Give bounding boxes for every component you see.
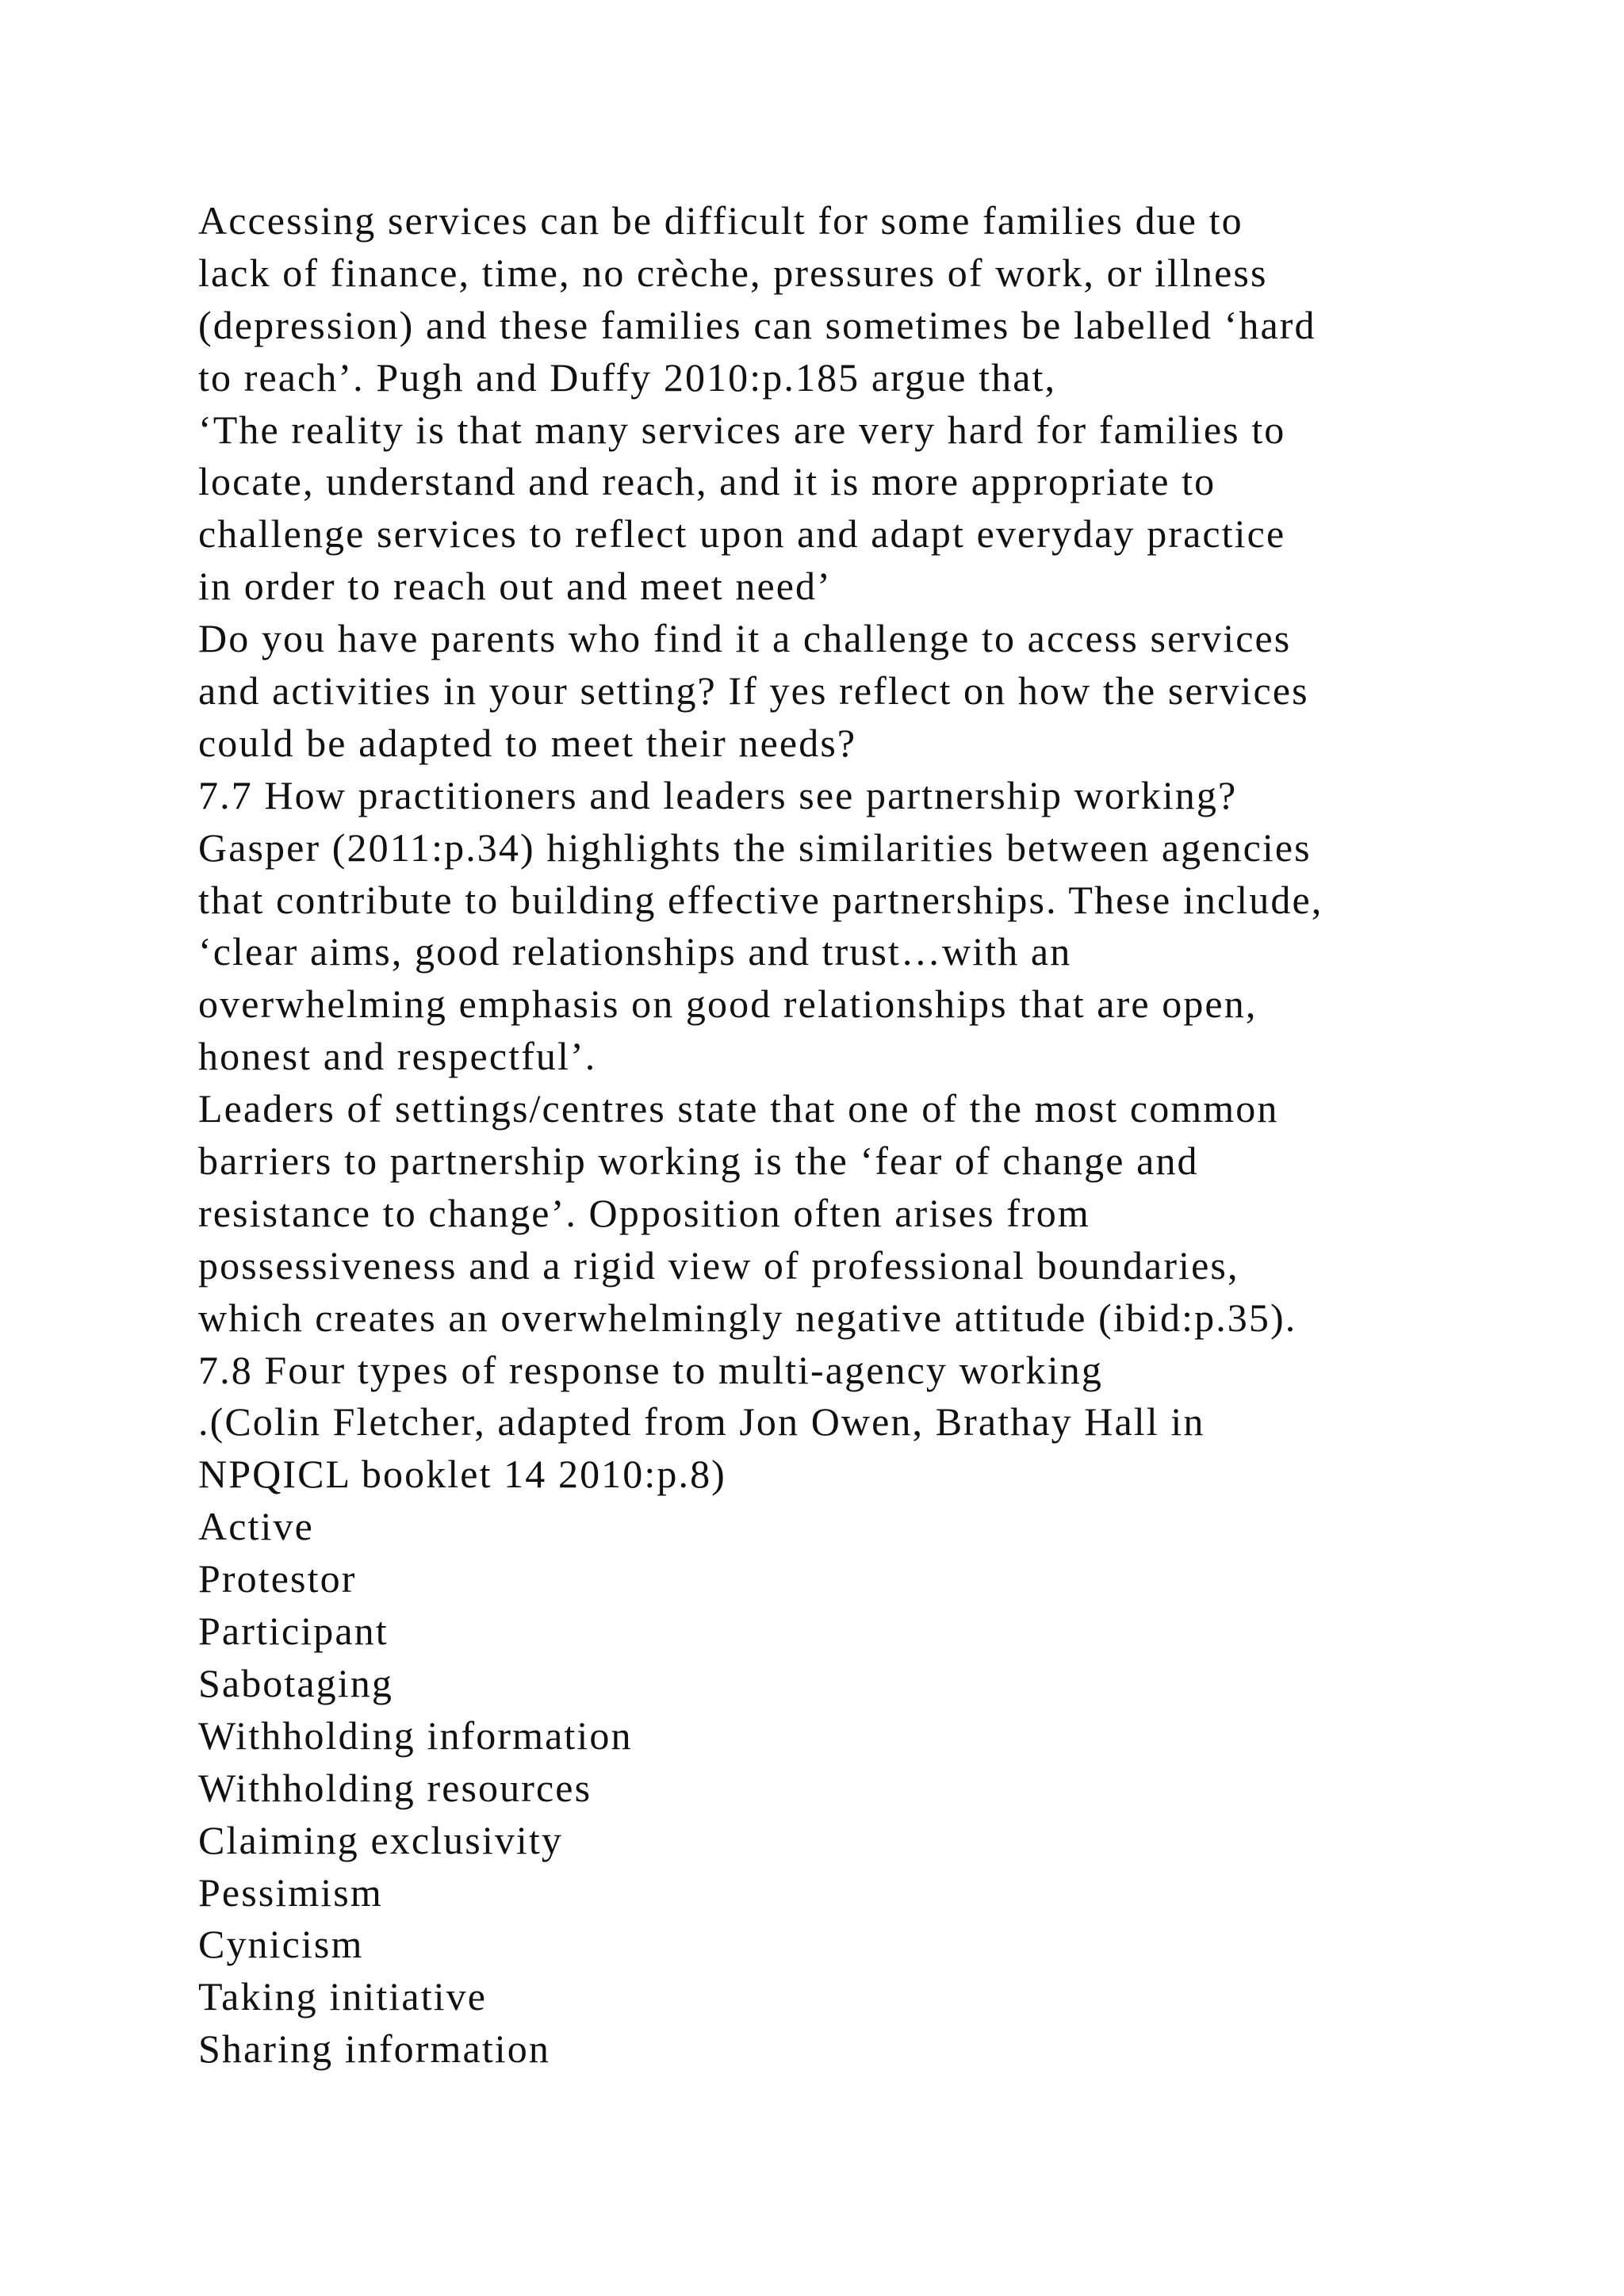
- list-item: Sharing information: [198, 2026, 551, 2072]
- text-line: lack of finance, time, no crèche, pressures of work, or illness: [198, 250, 1268, 295]
- list-item: Taking initiative: [198, 1974, 488, 2019]
- text-line: honest and respectful’.: [198, 1034, 597, 1079]
- text-line: overwhelming emphasis on good relationships that are open,: [198, 982, 1258, 1027]
- text-line: ‘clear aims, good relationships and trust…with an: [198, 929, 1072, 974]
- list-item: Cynicism: [198, 1922, 364, 1967]
- text-line: barriers to partnership working is the ‘fear of change and: [198, 1138, 1199, 1184]
- text-line: to reach’. Pugh and Duffy 2010:p.185 argue that,: [198, 354, 1057, 400]
- section-heading-7-7: 7.7 How practitioners and leaders see partnership working?: [198, 772, 1238, 817]
- quote-line: locate, understand and reach, and it is more appropriate to: [198, 459, 1216, 504]
- quote-line: ‘The reality is that many services are very hard for families to: [198, 407, 1286, 452]
- citation-line: NPQICL booklet 14 2010:p.8): [198, 1452, 726, 1497]
- text-line: which creates an overwhelmingly negative attitude (ibid:p.35).: [198, 1295, 1297, 1340]
- text-line: Leaders of settings/centres state that one of the most common: [198, 1086, 1279, 1131]
- text-line: Accessing services can be difficult for some families due to: [198, 198, 1243, 243]
- citation-line: .(Colin Fletcher, adapted from Jon Owen, Brathay Hall in: [198, 1399, 1205, 1445]
- list-item: Pessimism: [198, 1869, 383, 1915]
- section-heading-7-8: 7.8 Four types of response to multi-agency working: [198, 1347, 1103, 1392]
- list-item: Sabotaging: [198, 1660, 393, 1705]
- text-line: that contribute to building effective partnerships. These include,: [198, 877, 1323, 922]
- list-item: Withholding information: [198, 1712, 633, 1758]
- question-line: could be adapted to meet their needs?: [198, 720, 857, 765]
- quote-line: in order to reach out and meet need’: [198, 564, 832, 609]
- list-item: Active: [198, 1504, 314, 1549]
- question-line: Do you have parents who find it a challenge to access services: [198, 616, 1292, 661]
- text-line: resistance to change’. Opposition often arises from: [198, 1190, 1090, 1235]
- list-item: Participant: [198, 1609, 389, 1654]
- text-line: (depression) and these families can sometimes be labelled ‘hard: [198, 302, 1316, 347]
- text-line: Gasper (2011:p.34) highlights the similarities between agencies: [198, 825, 1312, 870]
- list-item: Protestor: [198, 1556, 357, 1601]
- question-line: and activities in your setting? If yes reflect on how the services: [198, 668, 1309, 714]
- list-item: Withholding resources: [198, 1765, 592, 1810]
- text-line: possessiveness and a rigid view of professional boundaries,: [198, 1242, 1239, 1288]
- quote-line: challenge services to reflect upon and adapt everyday practice: [198, 511, 1286, 557]
- document-body: [198, 195, 1507, 2076]
- list-item: Claiming exclusivity: [198, 1817, 564, 1862]
